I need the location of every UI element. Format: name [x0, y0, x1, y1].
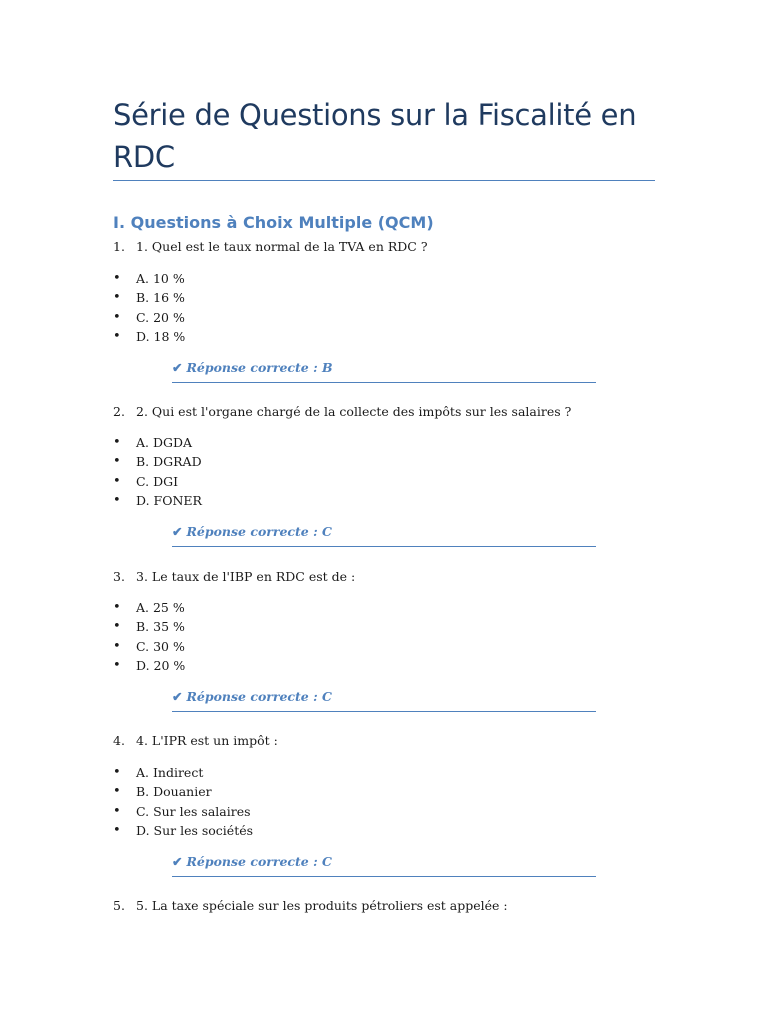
bullet-icon: •: [113, 492, 121, 508]
bullet-icon: •: [113, 784, 121, 800]
check-icon: ✔: [172, 689, 183, 704]
bullet-icon: •: [113, 600, 121, 615]
check-icon: ✔: [172, 854, 183, 869]
option-item: • A. DGDA: [113, 433, 655, 452]
question-number: 4.: [113, 733, 125, 748]
check-icon: ✔: [172, 524, 183, 539]
option-item: • A. Indirect: [113, 763, 655, 782]
answer-3: [172, 689, 596, 712]
bullet-icon: •: [113, 271, 121, 286]
section-heading: I. Questions à Choix Multiple (QCM): [113, 213, 434, 232]
question-text: 2. Qui est l'organe chargé de la collecte des impôts sur les salaires ?: [136, 404, 572, 419]
option-item: • D. Sur les sociétés: [113, 821, 655, 840]
answer-text: Réponse correcte : C: [186, 524, 333, 539]
bullet-icon: •: [113, 822, 121, 838]
question-number: 1.: [113, 239, 125, 254]
question-text: 4. L'IPR est un impôt :: [136, 733, 278, 748]
option-item: • B. Douanier: [113, 782, 655, 801]
option-item: • C. Sur les salaires: [113, 802, 655, 821]
bullet-icon: •: [113, 454, 121, 470]
option-item: • D. 20 %: [113, 656, 655, 675]
options-list-4: [113, 763, 655, 840]
document-title: Série de Questions sur la Fiscalité en RDC: [113, 98, 637, 174]
answer-text: Réponse correcte : B: [186, 360, 333, 375]
title-underline: [113, 180, 655, 181]
option-item: • A. 25 %: [113, 598, 655, 617]
answer-4: [172, 854, 596, 877]
bullet-icon: •: [113, 638, 121, 654]
answer-text: Réponse correcte : C: [186, 689, 333, 704]
bullet-icon: •: [113, 435, 121, 450]
question-text: 3. Le taux de l'IBP en RDC est de :: [136, 569, 356, 584]
question-number: 2.: [113, 404, 125, 419]
option-item: • C. 20 %: [113, 308, 655, 327]
options-list-3: [113, 598, 655, 675]
bullet-icon: •: [113, 309, 121, 325]
question-number: 3.: [113, 569, 125, 584]
answer-text: Réponse correcte : C: [186, 854, 333, 869]
bullet-icon: •: [113, 803, 121, 819]
answer-2: [172, 524, 596, 547]
bullet-icon: •: [113, 657, 121, 673]
option-item: • C. DGI: [113, 472, 655, 491]
question-text: 1. Quel est le taux normal de la TVA en RDC ?: [136, 239, 428, 254]
bullet-icon: •: [113, 619, 121, 635]
option-item: • D. 18 %: [113, 327, 655, 346]
answer-1: [172, 360, 596, 383]
option-item: • B. 16 %: [113, 288, 655, 307]
option-item: • B. DGRAD: [113, 452, 655, 471]
bullet-icon: •: [113, 328, 121, 344]
options-list-1: [113, 269, 655, 346]
check-icon: ✔: [172, 360, 183, 375]
question-number: 5.: [113, 898, 125, 913]
bullet-icon: •: [113, 290, 121, 306]
bullet-icon: •: [113, 765, 121, 780]
bullet-icon: •: [113, 473, 121, 489]
options-list-2: [113, 433, 655, 510]
question-text: 5. La taxe spéciale sur les produits pétroliers est appelée :: [136, 898, 508, 913]
option-item: • A. 10 %: [113, 269, 655, 288]
option-item: • C. 30 %: [113, 637, 655, 656]
option-item: • D. FONER: [113, 491, 655, 510]
option-item: • B. 35 %: [113, 617, 655, 636]
